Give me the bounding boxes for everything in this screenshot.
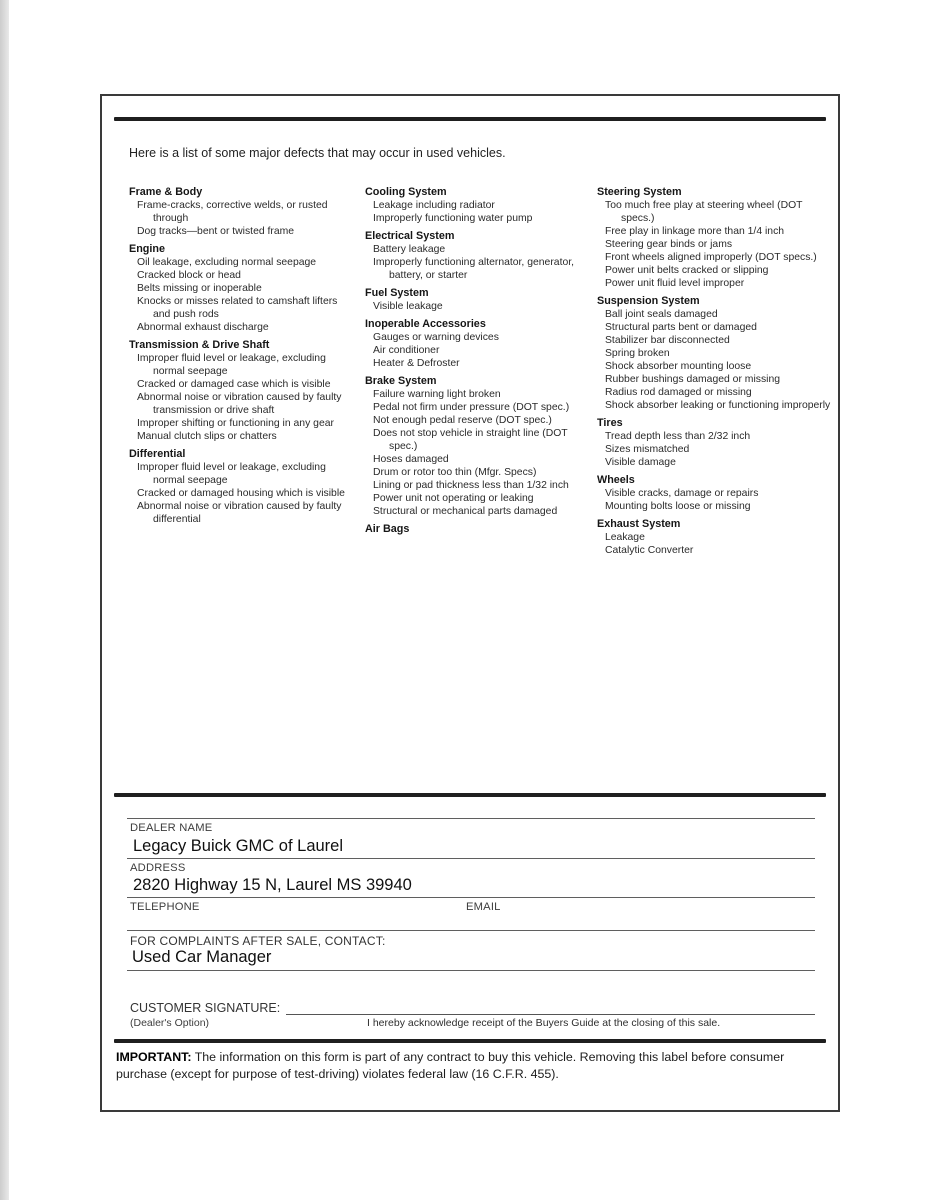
defect-item: Hoses damaged (373, 454, 449, 465)
acknowledgment-text: I hereby acknowledge receipt of the Buyers Guide at the closing of this sale. (367, 1017, 721, 1029)
defect-category-heading: Cooling System (365, 186, 447, 198)
defect-category-heading: Fuel System (365, 287, 429, 299)
defect-item: Power unit fluid level improper (605, 278, 745, 289)
defect-item: Free play in linkage more than 1/4 inch (605, 226, 785, 237)
defect-item: Shock absorber mounting loose (605, 361, 752, 372)
defect-item: Oil leakage, excluding normal seepage (137, 257, 317, 268)
defect-item: Structural parts bent or damaged (605, 322, 757, 333)
telephone-top-line (127, 897, 815, 898)
defect-item: Improper shifting or functioning in any gear (137, 418, 334, 429)
defect-item: Front wheels aligned improperly (DOT specs.) (605, 252, 817, 263)
defect-item: Does not stop vehicle in straight line (DOT spec.) (373, 428, 568, 452)
defect-item: Stabilizer bar disconnected (605, 335, 730, 346)
defects-columns (129, 185, 835, 557)
defect-item: Steering gear binds or jams (605, 239, 733, 250)
defect-category-heading: Engine (129, 243, 165, 255)
complaints-bottom-line (127, 970, 815, 971)
buyers-guide-back-page (100, 94, 840, 1112)
defect-item: Power unit not operating or leaking (373, 493, 534, 504)
defect-item: Radius rod damaged or missing (605, 387, 752, 398)
defect-item: Abnormal exhaust discharge (137, 322, 269, 333)
dealers-option-note: (Dealer's Option) (130, 1017, 210, 1029)
page-edge-shadow (0, 0, 9, 1200)
defect-category-heading: Brake System (365, 375, 437, 387)
defect-item: Shock absorber leaking or functioning improperly (605, 400, 831, 411)
important-notice (116, 1049, 822, 1082)
defect-item: Heater & Defroster (373, 358, 460, 369)
defects-column-2 (365, 185, 597, 557)
defect-item: Ball joint seals damaged (605, 309, 718, 320)
dealer-name-value: Legacy Buick GMC of Laurel (133, 837, 344, 855)
defect-item: Power unit belts cracked or slipping (605, 265, 769, 276)
address-value: 2820 Highway 15 N, Laurel MS 39940 (133, 876, 412, 894)
dealer-name-label: DEALER NAME (130, 822, 213, 834)
defect-item: Improper fluid level or leakage, excluding normal seepage (137, 462, 326, 486)
defect-item: Improperly functioning water pump (373, 213, 533, 224)
defect-item: Rubber bushings damaged or missing (605, 374, 781, 385)
defect-item: Battery leakage (373, 244, 446, 255)
defect-item: Spring broken (605, 348, 670, 359)
defect-item: Belts missing or inoperable (137, 283, 262, 294)
defect-category-heading: Exhaust System (597, 518, 681, 530)
defect-item: Manual clutch slips or chatters (137, 431, 277, 442)
email-label: EMAIL (466, 901, 501, 913)
defect-item: Visible damage (605, 457, 676, 468)
defect-item: Improper fluid level or leakage, excluding normal seepage (137, 353, 326, 377)
defect-item: Failure warning light broken (373, 389, 501, 400)
complaints-top-line (127, 930, 815, 931)
top-divider (114, 117, 826, 121)
defect-category-heading: Inoperable Accessories (365, 318, 486, 330)
defect-item: Frame-cracks, corrective welds, or rusted through (137, 200, 328, 224)
defect-item: Cracked or damaged case which is visible (137, 379, 331, 390)
defect-item: Leakage (605, 532, 645, 543)
defect-item: Knocks or misses related to camshaft lifters and push rods (137, 296, 338, 320)
customer-signature-line (286, 1000, 815, 1015)
defect-item: Improperly functioning alternator, generator, battery, or starter (373, 257, 575, 281)
important-label: IMPORTANT: (116, 1050, 192, 1064)
address-top-line (127, 858, 815, 859)
defect-category-heading: Suspension System (597, 295, 700, 307)
defect-item: Pedal not firm under pressure (DOT spec.) (373, 402, 570, 413)
address-label: ADDRESS (130, 862, 186, 874)
form-section-divider (114, 793, 826, 797)
defect-item: Lining or pad thickness less than 1/32 inch (373, 480, 569, 491)
defect-item: Sizes mismatched (605, 444, 690, 455)
defect-category-heading: Steering System (597, 186, 682, 198)
customer-signature-row (130, 1000, 815, 1015)
defect-item: Leakage including radiator (373, 200, 495, 211)
defect-item: Dog tracks—bent or twisted frame (137, 226, 295, 237)
complaints-value: Used Car Manager (132, 948, 272, 966)
defect-category-heading: Tires (597, 417, 623, 429)
defect-category-heading: Transmission & Drive Shaft (129, 339, 270, 351)
customer-signature-label: CUSTOMER SIGNATURE: (130, 1001, 281, 1015)
defects-column-3 (597, 185, 835, 557)
defect-item: Catalytic Converter (605, 545, 694, 556)
defect-item: Abnormal noise or vibration caused by faulty transmission or drive shaft (137, 392, 342, 416)
defect-item: Gauges or warning devices (373, 332, 499, 343)
defect-item: Not enough pedal reserve (DOT spec.) (373, 415, 552, 426)
defect-item: Drum or rotor too thin (Mfgr. Specs) (373, 467, 537, 478)
defect-category-heading: Electrical System (365, 230, 455, 242)
defect-item: Tread depth less than 2/32 inch (605, 431, 751, 442)
defects-intro: Here is a list of some major defects that may occur in used vehicles. (129, 146, 506, 160)
defect-category-heading: Frame & Body (129, 186, 203, 198)
defect-item: Mounting bolts loose or missing (605, 501, 751, 512)
defect-item: Visible leakage (373, 301, 443, 312)
defect-item: Abnormal noise or vibration caused by faulty differential (137, 501, 342, 525)
defect-category-heading: Wheels (597, 474, 635, 486)
defect-item: Too much free play at steering wheel (DOT specs.) (605, 200, 803, 224)
defect-item: Structural or mechanical parts damaged (373, 506, 558, 517)
complaints-label: FOR COMPLAINTS AFTER SALE, CONTACT: (130, 934, 386, 948)
defects-column-1 (129, 185, 365, 557)
defect-category-heading: Differential (129, 448, 186, 460)
defect-item: Cracked block or head (137, 270, 241, 281)
defect-category-heading: Air Bags (365, 523, 410, 535)
dealer-name-top-line (127, 818, 815, 819)
important-text: The information on this form is part of any contract to buy this vehicle. Removing this label before consumer purchase (except for purpose of test-driving) violates federal law (16 C.F.R. 455). (116, 1050, 785, 1081)
telephone-label: TELEPHONE (130, 901, 200, 913)
defect-item: Visible cracks, damage or repairs (605, 488, 759, 499)
defect-item: Air conditioner (373, 345, 440, 356)
important-divider (114, 1039, 826, 1043)
defect-item: Cracked or damaged housing which is visible (137, 488, 345, 499)
